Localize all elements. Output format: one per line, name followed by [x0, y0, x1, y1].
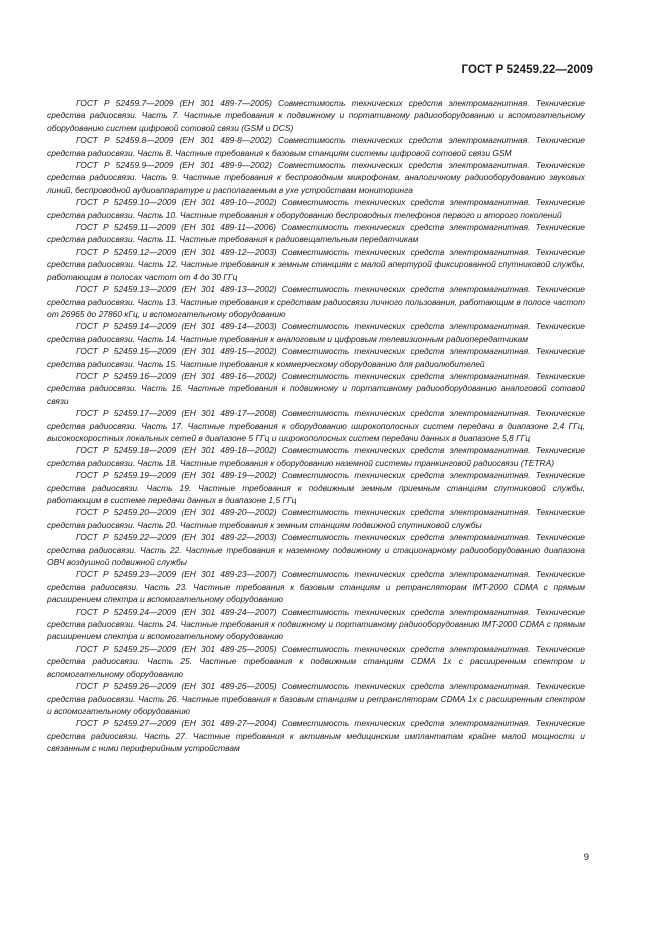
reference-item: ГОСТ Р 52459.22—2009 (ЕН 301 489-22—2003) Совместимость технических средств электромагнитная. Технические средства радиосвязи. Часть 22. Частные требования к наземному подвижному и стационарному радиооборудованию диапазона ОВЧ воздушной подвижной службы [47, 532, 585, 568]
document-header-id: ГОСТ Р 52459.22—2009 [461, 64, 593, 76]
reference-item: ГОСТ Р 52459.18—2009 (ЕН 301 489-18—2002) Совместимость технических средств электромагнитная. Технические средства радиосвязи. Часть 18. Частные требования к оборудованию наземной системы транкинговой радиосвязи (TETRA) [47, 445, 585, 468]
reference-item: ГОСТ Р 52459.26—2009 (ЕН 301 489-26—2005) Совместимость технических средств электромагнитная. Технические средства радиосвязи. Часть 26. Частные требования к базовым станциям и ретрансляторам CDMA 1x с расширенным спектром и вспомогательному оборудованию [47, 681, 585, 716]
reference-item: ГОСТ Р 52459.14—2009 (ЕН 301 489-14—2003) Совместимость технических средств электромагнитная. Технические средства радиосвязи. Часть 14. Частные требования к аналоговым и цифровым телевизионным радиопередатчикам [47, 321, 585, 344]
reference-item: ГОСТ Р 52459.8—2009 (ЕН 301 489-8—2002) Совместимость технических средств электромагнитная. Технические средства радиосвязи. Часть 8. Частные требования к базовым станциям системы цифровой сотовой связи GSM [47, 135, 585, 158]
normative-references-list [47, 97, 585, 755]
reference-item: ГОСТ Р 52459.24—2009 (ЕН 301 489-24—2007) Совместимость технических средств электромагнитная. Технические средства радиосвязи. Часть 24. Частные требования к подвижному и портативному радиооборудованию IMT-2000 CDMA с прямым расширением спектра и вспомогательному оборудованию [47, 606, 585, 642]
reference-item: ГОСТ Р 52459.15—2009 (ЕН 301 489-15—2002) Совместимость технических средств электромагнитная. Технические средства радиосвязи. Часть 15. Частные требования к коммерческому оборудованию для радиолюбителей [47, 346, 585, 369]
reference-item: ГОСТ Р 52459.27—2009 (ЕН 301 489-27—2004) Совместимость технических средств электромагнитная. Технические средства радиосвязи. Часть 27. Частные требования к активным медицинским имплантатам крайне малой мощности и связанным с ними периферийным устройствам [47, 718, 585, 754]
reference-item: ГОСТ Р 52459.25—2009 (ЕН 301 489-25—2005) Совместимость технических средств электромагнитная. Технические средства радиосвязи. Часть 25. Частные требования к подвижным станциям CDMA 1x с расширенным спектром и вспомогательному оборудованию [47, 643, 585, 679]
reference-item: ГОСТ Р 52459.13—2009 (ЕН 301 489-13—2002) Совместимость технических средств электромагнитная. Технические средства радиосвязи. Часть 13. Частные требования к средствам радиосвязи личного пользования, работающим в полосе частот от 26965 до 27860 кГц, и вспомогательному оборудованию [47, 284, 585, 319]
reference-item: ГОСТ Р 52459.17—2009 (ЕН 301 489-17—2008) Совместимость технических средств электромагнитная. Технические средства радиосвязи. Часть 17. Частные требования к оборудованию широкополосных систем передачи в диапазоне 2,4 ГГц, высокоскоростных локальных сетей в диапазоне 5 ГГц и широкополосных систем передачи данных в диапазоне 5,8 ГГц [47, 408, 585, 443]
reference-item: ГОСТ Р 52459.12—2009 (ЕН 301 489-12—2003) Совместимость технических средств электромагнитная. Технические средства радиосвязи. Часть 12. Частные требования к земным станциям с малой апертурой фиксированной спутниковой службы, работающим в полосах частот от 4 до 30 ГГц [47, 246, 585, 282]
reference-item: ГОСТ Р 52459.23—2009 (ЕН 301 489-23—2007) Совместимость технических средств электромагнитная. Технические средства радиосвязи. Часть 23. Частные требования к базовым станциям и ретрансляторам IMT-2000 CDMA с прямым расширением спектра и вспомогательному оборудованию [47, 569, 585, 605]
reference-item: ГОСТ Р 52459.9—2009 (ЕН 301 489-9—2002) Совместимость технических средств электромагнитная. Технические средства радиосвязи. Часть 9. Частные требования к беспроводным микрофонам, аналогичному радиооборудованию звуковых линий, беспроводной аудиоаппаратуре и располагаемым в ухе устройствам мониторинга [47, 160, 585, 195]
reference-item: ГОСТ Р 52459.20—2009 (ЕН 301 489-20—2002) Совместимость технических средств электромагнитная. Технические средства радиосвязи. Часть 20. Частные требования к земным станциям подвижной спутниковой службы [47, 507, 585, 530]
reference-item: ГОСТ Р 52459.16—2009 (ЕН 301 489-16—2002) Совместимость технических средств электромагнитная. Технические средства радиосвязи. Часть 16. Частные требования к подвижному и портативному радиооборудованию аналоговой сотовой связи [47, 370, 585, 406]
page-number: 9 [583, 852, 589, 863]
reference-item: ГОСТ Р 52459.7—2009 (ЕН 301 489-7—2005) Совместимость технических средств электромагнитная. Технические средства радиосвязи. Часть 7. Частные требования к подвижному и портативному радиооборудованию и вспомогательному оборудованию систем цифровой сотовой связи (GSM и DCS) [47, 98, 585, 133]
reference-item: ГОСТ Р 52459.11—2009 (ЕН 301 489-11—2006) Совместимость технических средств электромагнитная. Технические средства радиосвязи. Часть 11. Частные требования к радиовещательным передатчикам [47, 222, 585, 245]
reference-item: ГОСТ Р 52459.10—2009 (ЕН 301 489-10—2002) Совместимость технических средств электромагнитная. Технические средства радиосвязи. Часть 10. Частные требования к оборудованию беспроводных телефонов первого и второго поколений [47, 197, 585, 220]
reference-item: ГОСТ Р 52459.19—2009 (ЕН 301 489-19—2002) Совместимость технических средств электромагнитная. Технические средства радиосвязи. Часть 19. Частные требования к подвижным земным приемным станциям спутниковой службы, работающим в системе передачи данных в диапазоне 1,5 ГГц [47, 470, 585, 505]
